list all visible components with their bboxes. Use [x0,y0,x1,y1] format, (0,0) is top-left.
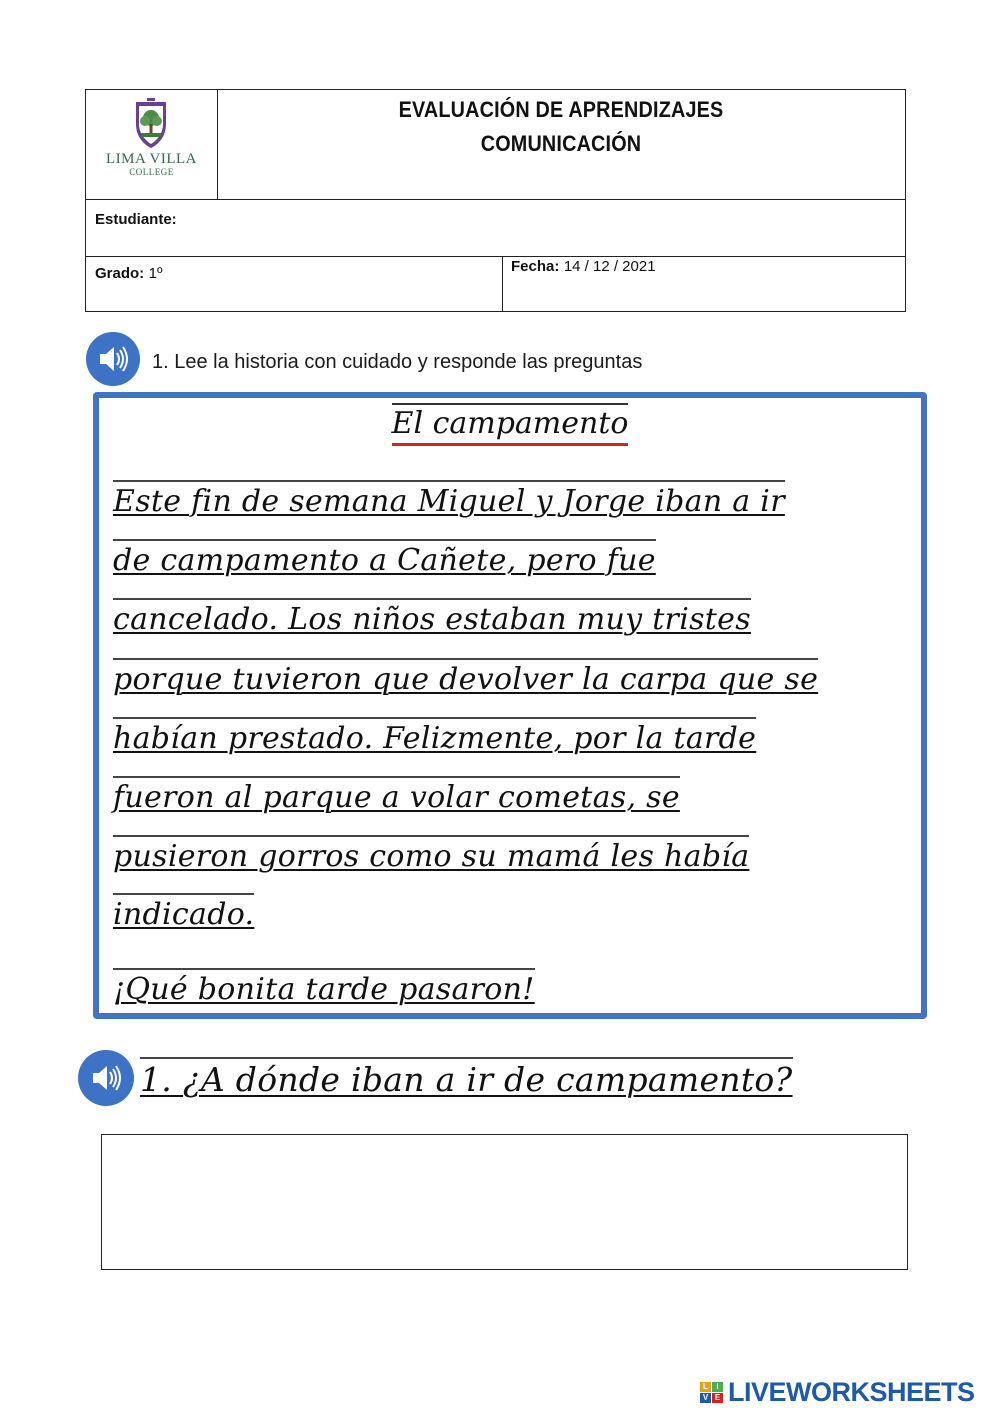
question-1: 1. ¿A dónde iban a ir de campamento? [140,1057,793,1101]
story-line: habían prestado. Felizmente, por la tarde [113,717,756,759]
title-cell [217,90,905,199]
story-line: ¡Qué bonita tarde pasaron! [113,968,535,1010]
date-value: 14 / 12 / 2021 [563,258,656,275]
story-line: pusieron gorros como su mamá les había [113,835,749,877]
page-title: EVALUACIÓN DE APRENDIZAJES [398,97,724,122]
brand-text: LIVEWORKSHEETS [728,1377,975,1407]
story-title-text: El campamento [392,403,629,446]
student-label: Estudiante: [95,211,177,228]
date-label: Fecha: [511,258,560,275]
header-table [85,89,906,312]
logo-subtitle: COLLEGE [129,167,174,177]
school-logo [86,90,218,199]
header-title-row [86,90,905,200]
story-line: porque tuvieron que devolver la carpa que se [113,658,818,700]
story-title [99,403,921,446]
answer-input[interactable] [101,1134,908,1270]
story-line: fueron al parque a volar cometas, se [113,776,680,818]
story-line: cancelado. Los niños estaban muy tristes [113,598,751,640]
instruction-text: 1. Lee la historia con cuidado y responde las preguntas [152,351,643,373]
date-cell [502,256,905,312]
logo-name: LIMA VILLA [106,151,197,167]
date-field [511,258,656,276]
story-line: indicado. [113,893,254,935]
story-line: de campamento a Cañete, pero fue [113,539,656,581]
grade-field [95,265,162,283]
audio-button-instruction[interactable] [86,332,140,386]
student-row[interactable] [86,199,905,257]
grade-value: 1º [148,265,163,282]
liveworksheets-logo [700,1377,992,1407]
speaker-icon [78,1050,134,1106]
grade-label: Grado: [95,265,145,282]
story-line: Este fin de semana Miguel y Jorge iban a ir [113,480,785,522]
grade-date-row [86,256,905,312]
school-crest-icon [133,98,169,150]
subject-title: COMUNICACIÓN [480,131,642,156]
audio-button-question[interactable] [78,1050,134,1106]
brand-icon: L I V E [700,1382,724,1404]
story-box [93,392,927,1019]
speaker-icon [86,332,140,386]
